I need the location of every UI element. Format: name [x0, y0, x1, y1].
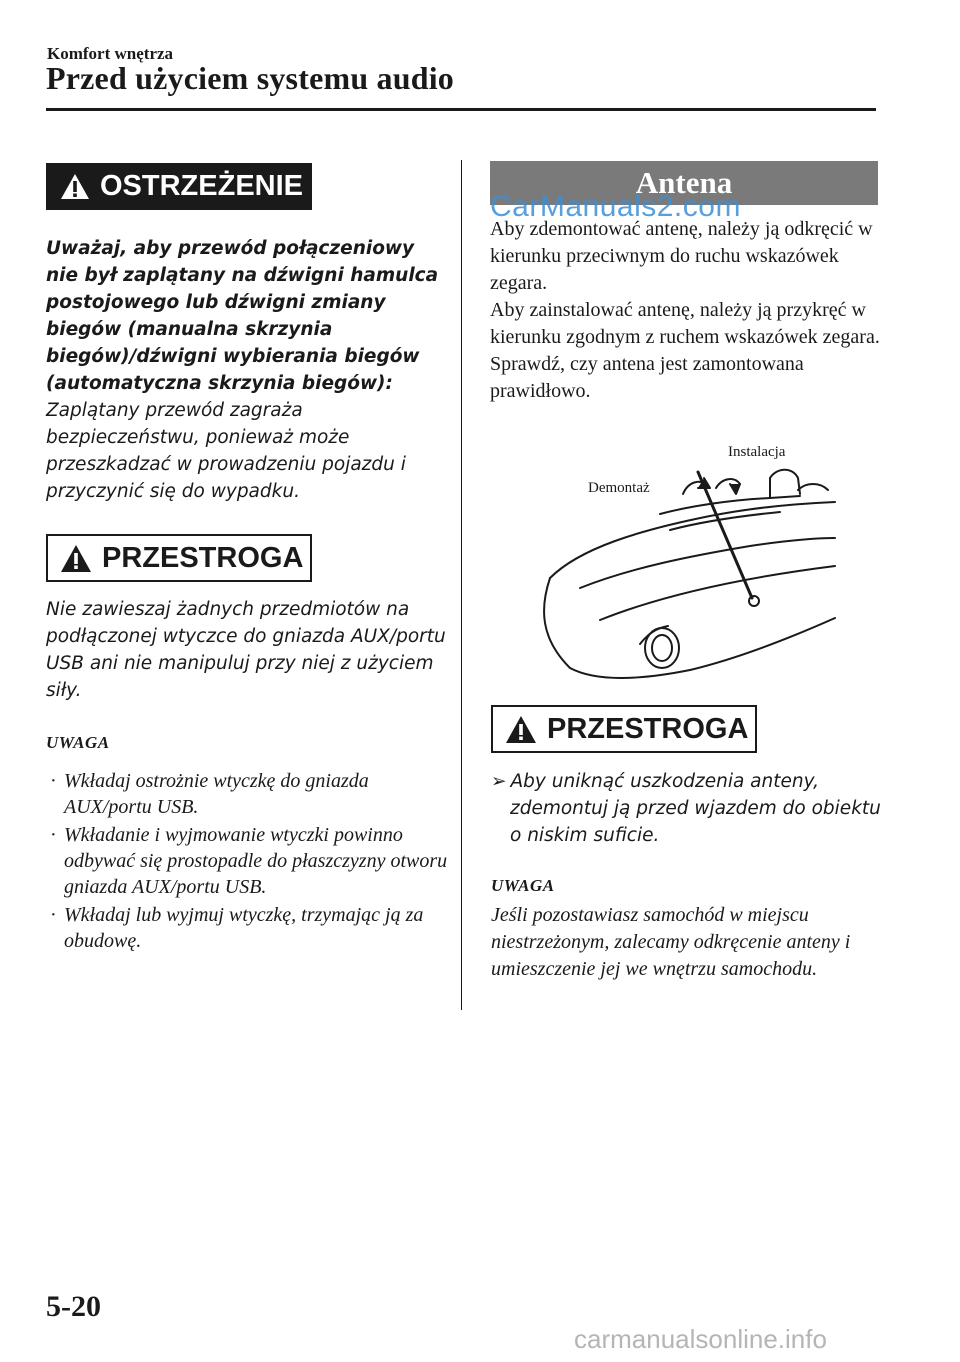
watermark: CarManuals2.com	[490, 190, 741, 223]
section-kicker: Komfort wnętrza	[47, 44, 174, 63]
paragraph: Aby zdemontować antenę, należy ją odkręcić w kierunku przeciwnym do ruchu wskazówek zegara.	[490, 218, 873, 294]
warning-icon	[505, 715, 537, 744]
arrow-icon: ➢	[491, 771, 507, 792]
caution-text: Nie zawieszaj żadnych przedmiotów na podłączonej wtyczce do gniazda AUX/portu USB ani nie manipuluj przy niej z użyciem siły.	[46, 599, 446, 701]
note-text: Jeśli pozostawiasz samochód w miejscu niestrzeżonym, zalecamy odkręcenie anteny i umieszczenie jej we wnętrzu samochodu.	[491, 904, 851, 980]
warning-icon	[60, 544, 92, 573]
caution-label	[46, 534, 312, 582]
caution-text	[491, 768, 891, 849]
antenna-illustration	[540, 438, 840, 686]
warning-bold-text: Uważaj, aby przewód połączeniowy nie był zaplątany na dźwigni hamulca postojowego lub dźwigni zmiany biegów (manualna skrzynia biegów)/dźwigni wybierania biegów (automatyczna skrzynia biegów):	[46, 238, 439, 394]
antenna-instructions	[490, 216, 890, 405]
caution-label-text: PRZESTROGA	[102, 541, 304, 574]
warning-text: Zaplątany przewód zagraża bezpieczeństwu, ponieważ może przeszkadzać w prowadzeniu pojazdu i przyczynić się do wypadku.	[46, 400, 406, 502]
note-heading: UWAGA	[491, 876, 555, 895]
note-list	[48, 768, 448, 956]
page-number: 5-20	[46, 1290, 101, 1323]
column-divider	[461, 160, 462, 1010]
caution-label	[491, 705, 757, 753]
label-remove: Demontaż	[588, 480, 650, 496]
paragraph: Aby zainstalować antenę, należy ją przykręć w kierunku zgodnym z ruchem wskazówek zegara.	[490, 299, 880, 348]
warning-label	[46, 163, 312, 210]
caution-label-text: PRZESTROGA	[547, 712, 749, 745]
warning-label-text: OSTRZEŻENIE	[100, 170, 304, 202]
label-install: Instalacja	[728, 444, 786, 460]
list-item: · Wkładaj lub wyjmuj wtyczkę, trzymając ją za obudowę.	[48, 902, 448, 954]
caution-line: ➢ Aby uniknąć uszkodzenia anteny,	[491, 771, 819, 792]
caution-line: o niskim suficie.	[510, 825, 660, 846]
section-title-antenna: Antena	[490, 161, 878, 205]
page-title: Przed użyciem systemu audio	[46, 60, 455, 96]
list-item: · Wkładanie i wyjmowanie wtyczki powinno odbywać się prostopadle do płaszczyzny otworu gniazda AUX/portu USB.	[48, 822, 448, 900]
paragraph: Sprawdź, czy antena jest zamontowana prawidłowo.	[490, 353, 804, 402]
list-item: · Wkładaj ostrożnie wtyczkę do gniazda AUX/portu USB.	[48, 768, 448, 820]
note-heading: UWAGA	[46, 733, 110, 752]
warning-icon	[60, 173, 90, 200]
footer-watermark: carmanualsonline.info	[574, 1324, 827, 1354]
header-rule	[46, 108, 876, 111]
caution-line: zdemontuj ją przed wjazdem do obiektu	[510, 798, 881, 819]
